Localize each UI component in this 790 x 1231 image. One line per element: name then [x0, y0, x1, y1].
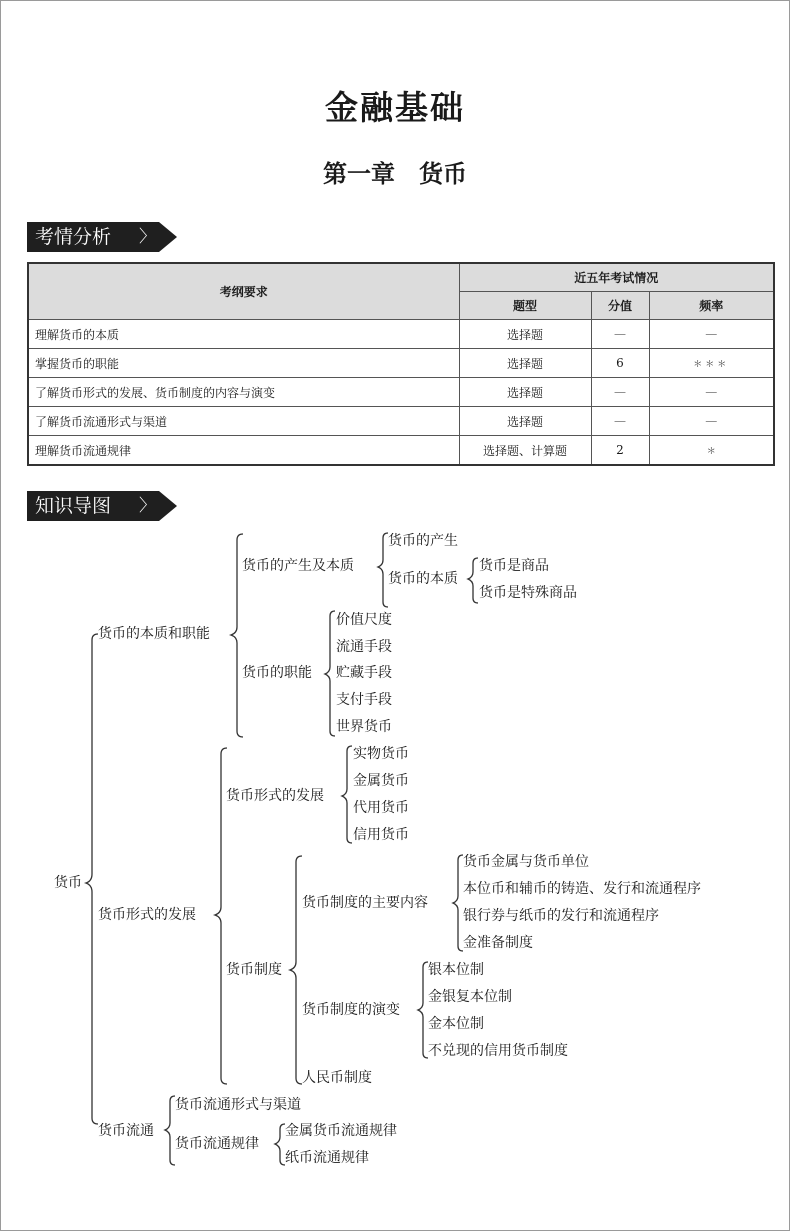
header-type: 题型	[459, 292, 591, 320]
node-evolution-item: 金银复本位制	[428, 989, 512, 1005]
cell-requirement: 理解货币流通规律	[28, 436, 459, 466]
node-system: 货币制度	[226, 962, 282, 978]
node-development-item: 代用货币	[353, 800, 409, 816]
cell-score: 6	[591, 349, 649, 378]
cell-freq: ＊	[649, 436, 774, 466]
node-function-item: 贮藏手段	[336, 665, 392, 681]
cell-freq: —	[649, 320, 774, 349]
chevron-right-icon: 〉	[139, 227, 156, 247]
chevron-right-icon: 〉	[139, 496, 156, 516]
cell-freq: —	[649, 378, 774, 407]
node-evolution: 货币制度的演变	[302, 1002, 400, 1018]
cell-type: 选择题	[459, 320, 591, 349]
cell-score: —	[591, 320, 649, 349]
brace-circulation	[165, 1096, 175, 1165]
node-evolution-item: 银本位制	[428, 962, 484, 978]
node-origin: 货币的产生	[388, 533, 458, 549]
cell-requirement: 掌握货币的职能	[28, 349, 459, 378]
brace-development	[342, 746, 352, 843]
header-recent: 近五年考试情况	[459, 263, 774, 292]
cell-score: —	[591, 407, 649, 436]
node-law-item: 纸币流通规律	[285, 1150, 369, 1166]
node-function-item: 支付手段	[336, 692, 392, 708]
cell-type: 选择题、计算题	[459, 436, 591, 466]
node-function-item: 价值尺度	[336, 612, 392, 628]
cell-score: —	[591, 378, 649, 407]
node-main-content: 货币制度的主要内容	[302, 895, 428, 911]
node-main-item: 银行券与纸币的发行和流通程序	[463, 908, 659, 924]
brace-nature	[468, 558, 478, 603]
node-circulation: 货币流通	[98, 1123, 154, 1139]
node-root: 货币	[54, 875, 82, 891]
brace-laws	[275, 1124, 285, 1165]
brace-root	[86, 634, 98, 1124]
node-nature: 货币的本质	[388, 571, 458, 587]
node-essence: 货币的本质和职能	[98, 626, 210, 642]
header-score: 分值	[591, 292, 649, 320]
node-rmb: 人民币制度	[302, 1070, 372, 1086]
node-evolution-item: 金本位制	[428, 1016, 484, 1032]
section-label: 考情分析	[35, 226, 112, 248]
chapter-title: 第一章 货币	[323, 159, 467, 188]
node-evolution-item: 不兑现的信用货币制度	[428, 1043, 568, 1059]
brace-evolution	[418, 962, 428, 1058]
cell-freq: ＊＊＊	[649, 349, 774, 378]
cell-score: 2	[591, 436, 649, 466]
page-title: 金融基础	[325, 88, 465, 127]
brace-functions	[325, 611, 335, 736]
header-freq: 频率	[649, 292, 774, 320]
node-main-item: 本位币和辅币的铸造、发行和流通程序	[463, 881, 701, 897]
node-functions: 货币的职能	[242, 665, 312, 681]
node-forms: 货币形式的发展	[98, 907, 196, 923]
header-requirements: 考纲要求	[28, 263, 459, 320]
node-law-item: 金属货币流通规律	[285, 1123, 397, 1139]
cell-type: 选择题	[459, 349, 591, 378]
brace-origin	[378, 533, 388, 607]
cell-requirement: 了解货币形式的发展、货币制度的内容与演变	[28, 378, 459, 407]
node-development-item: 实物货币	[353, 746, 409, 762]
node-nature-item: 货币是特殊商品	[479, 585, 577, 601]
section-label: 知识导图	[35, 495, 112, 517]
node-development-item: 信用货币	[353, 827, 409, 843]
cell-requirement: 理解货币的本质	[28, 320, 459, 349]
node-circulation-forms: 货币流通形式与渠道	[175, 1097, 301, 1113]
node-function-item: 流通手段	[336, 639, 392, 655]
node-main-item: 货币金属与货币单位	[463, 854, 589, 870]
node-development: 货币形式的发展	[226, 788, 324, 804]
cell-type: 选择题	[459, 407, 591, 436]
node-main-item: 金准备制度	[463, 935, 533, 951]
node-circulation-laws: 货币流通规律	[175, 1136, 259, 1152]
node-origin-group: 货币的产生及本质	[242, 558, 354, 574]
node-nature-item: 货币是商品	[479, 558, 549, 574]
cell-type: 选择题	[459, 378, 591, 407]
cell-freq: —	[649, 407, 774, 436]
brace-main-content	[453, 855, 463, 951]
brace-system	[290, 856, 302, 1084]
node-function-item: 世界货币	[336, 719, 392, 735]
node-development-item: 金属货币	[353, 773, 409, 789]
cell-requirement: 了解货币流通形式与渠道	[28, 407, 459, 436]
